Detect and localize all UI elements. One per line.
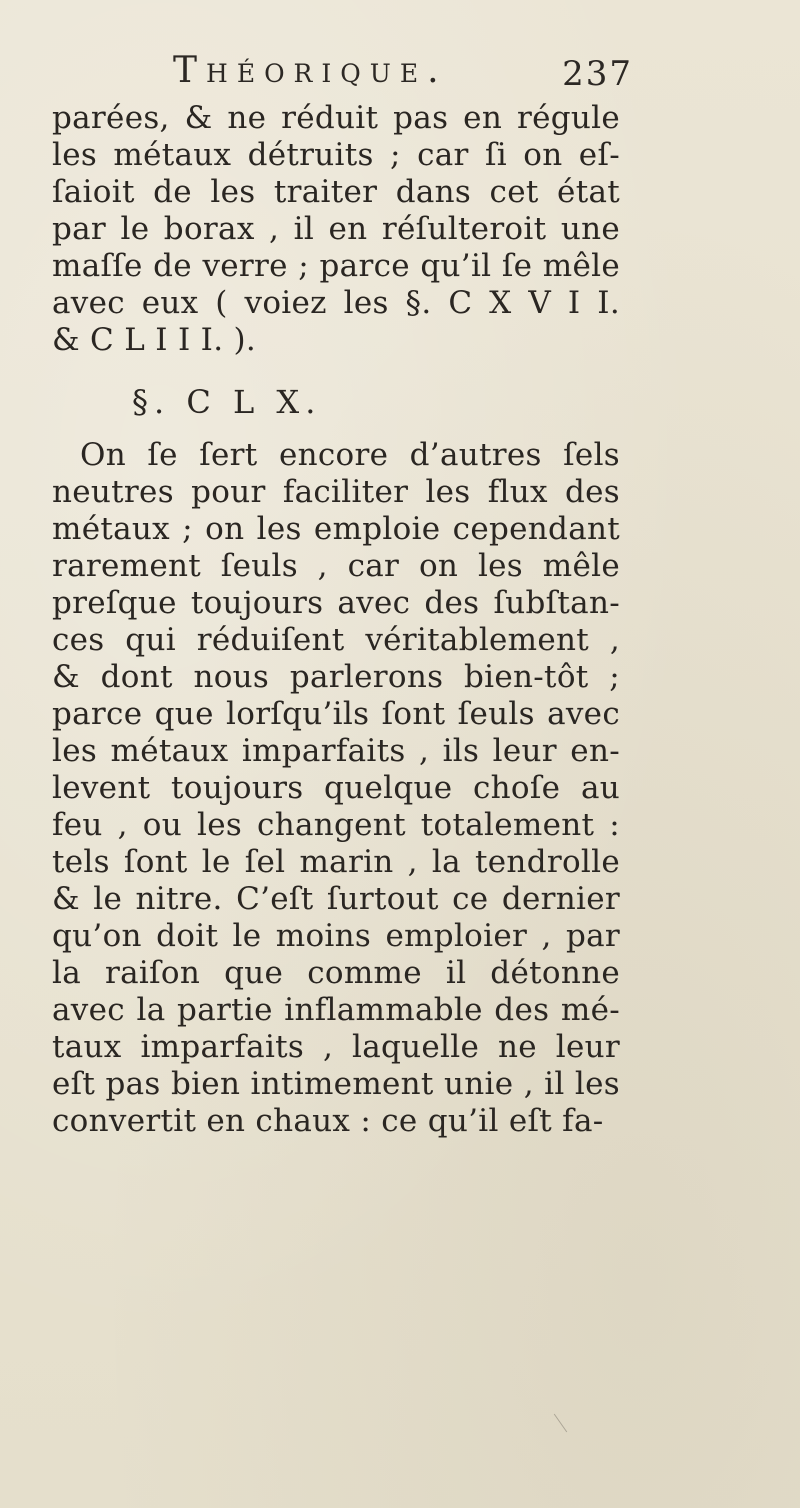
text-line: neutres pour faciliter les flux des [52,474,620,510]
text-line: tels ſont le ſel marin , la tendrolle [52,844,620,880]
text-line: par le borax , il en réſulteroit une [52,211,620,247]
page-number: 237 [562,54,633,94]
text-line: parce que lorſqu’ils ſont ſeuls avec [52,696,620,732]
text-line: & C L I I I. ). [52,322,257,358]
running-head: Théorique. [173,50,448,91]
text-line: & dont nous parlerons bien-tôt ; [52,659,620,695]
text-line: qu’on doit le moins emploier , par [52,918,620,954]
paper-speck [554,1414,567,1433]
text-line: convertit en chaux : ce qu’il eſt fa- [52,1103,604,1139]
text-line: ſaioit de les traiter dans cet état [52,174,620,210]
text-line: levent toujours quelque choſe au [52,770,620,806]
text-line: taux imparfaits , laquelle ne leur [52,1029,620,1065]
text-line: & le nitre. C’eſt ſurtout ce dernier [52,881,620,917]
text-line: les métaux détruits ; car ſi on eſ- [52,137,620,173]
paragraph-1 [52,100,620,359]
section-heading: §. C L X. [132,383,322,421]
text-line: avec la partie inflammable des mé- [52,992,620,1028]
text-line: On ſe ſert encore d’autres ſels [80,437,620,473]
text-line: parées, & ne réduit pas en régule [52,100,620,136]
page-header [173,46,633,96]
body-text [52,100,620,1140]
text-line: avec eux ( voiez les §. C X V I I. [52,285,620,321]
text-line: maſſe de verre ; parce qu’il ſe mêle [52,248,620,284]
text-line: les métaux imparfaits , ils leur en- [52,733,620,769]
text-line: eſt pas bien intimement unie , il les [52,1066,620,1102]
text-line: rarement ſeuls , car on les mêle [52,548,620,584]
text-line: feu , ou les changent totalement : [52,807,620,843]
text-line: la raiſon que comme il détonne [52,955,620,991]
text-line: ces qui réduiſent véritablement , [52,622,620,658]
paragraph-2 [52,437,620,1140]
text-line: métaux ; on les emploie cependant [52,511,620,547]
text-line: preſque toujours avec des ſubſtan- [52,585,620,621]
